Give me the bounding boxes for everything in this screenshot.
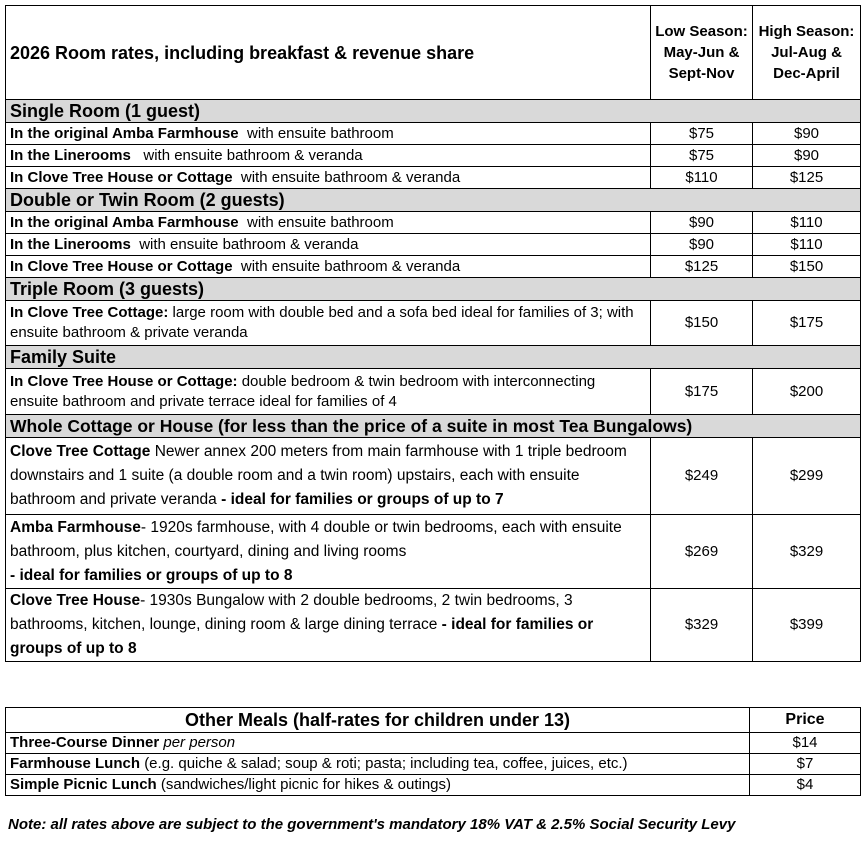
table-row (6, 775, 861, 796)
room-cell (6, 438, 651, 515)
table-row (6, 733, 861, 754)
low-season-line-2: May-Jun & (663, 44, 740, 61)
high-season-header (753, 6, 861, 100)
room-desc: - 1920s farmhouse, with 4 double or twin bedrooms, each with ensuite bathroom, plus kitchen, courtyard, dining and living rooms (10, 518, 622, 560)
meal-name: Farmhouse Lunch (10, 755, 141, 772)
low-season-header (651, 6, 753, 100)
section-whole (6, 415, 861, 438)
table-row (6, 515, 861, 589)
low-price: $90 (651, 234, 753, 256)
table-row (6, 167, 861, 189)
high-season-line-1: High Season: (758, 23, 855, 40)
room-rates-table (5, 5, 861, 662)
room-cell (6, 212, 651, 234)
section-double (6, 189, 861, 212)
table-row (6, 438, 861, 515)
room-name: In the original Amba Farmhouse (10, 125, 239, 142)
low-price: $110 (651, 167, 753, 189)
meal-name: Simple Picnic Lunch (10, 776, 157, 793)
room-name: Amba Farmhouse (10, 518, 141, 536)
section-title: Double or Twin Room (2 guests) (6, 189, 861, 212)
table-row (6, 234, 861, 256)
room-desc: double bedroom & twin bedroom with interconnecting ensuite bathroom and private terrace ideal for families of 4 (10, 372, 596, 410)
table-row (6, 212, 861, 234)
room-name: Clove Tree House (10, 592, 141, 609)
low-season-line-3: Sept-Nov (668, 65, 735, 82)
section-family (6, 346, 861, 369)
meal-price: $7 (750, 754, 861, 775)
room-cell (6, 256, 651, 278)
low-season-line-1: Low Season: (655, 23, 748, 40)
low-price: $249 (651, 438, 753, 515)
room-desc: with ensuite bathroom & veranda (143, 147, 363, 164)
meal-price: $14 (750, 733, 861, 754)
meal-cell (6, 733, 750, 754)
high-season-line-3: Dec-April (773, 65, 840, 82)
high-price: $90 (753, 123, 861, 145)
meal-name: Three-Course Dinner (10, 734, 160, 751)
tax-note: Note: all rates above are subject to the government's mandatory 18% VAT & 2.5% Social Security Levy (8, 816, 736, 833)
room-desc: with ensuite bathroom & veranda (139, 236, 359, 253)
room-cell (6, 234, 651, 256)
room-name: Clove Tree Cottage (10, 443, 151, 460)
ideal-note: - ideal for families or groups of up to 8 (10, 566, 293, 584)
room-desc: with ensuite bathroom (246, 214, 394, 231)
meal-cell (6, 754, 750, 775)
section-title: Family Suite (6, 346, 861, 369)
high-price: $299 (753, 438, 861, 515)
other-meals-table (5, 707, 861, 796)
low-price: $150 (651, 301, 753, 346)
ideal-note: - ideal for families or groups of up to 7 (221, 491, 504, 508)
room-desc: large room with double bed and a sofa bed ideal for families of 3; with ensuite bathroom & private veranda (10, 304, 634, 341)
meal-cell (6, 775, 750, 796)
section-single (6, 100, 861, 123)
room-cell (6, 369, 651, 415)
section-title: Triple Room (3 guests) (6, 278, 861, 301)
room-cell (6, 123, 651, 145)
room-cell (6, 589, 651, 662)
high-price: $125 (753, 167, 861, 189)
room-cell (6, 145, 651, 167)
table-row (6, 256, 861, 278)
room-desc: - 1930s Bungalow with 2 double bedrooms, 2 twin bedrooms, 3 bathrooms, kitchen, lounge, dining room & large dining terrace (10, 592, 573, 633)
room-name: In the original Amba Farmhouse (10, 214, 239, 231)
meals-header-row (6, 708, 861, 733)
table-row (6, 123, 861, 145)
room-name: In the Linerooms (10, 236, 131, 253)
section-title: Single Room (1 guest) (6, 100, 861, 123)
room-name: In Clove Tree House or Cottage (10, 258, 233, 275)
rates-title: 2026 Room rates, including breakfast & revenue share (6, 6, 651, 100)
low-price: $125 (651, 256, 753, 278)
room-name: In Clove Tree Cottage: (10, 304, 169, 321)
meal-desc: (e.g. quiche & salad; soup & roti; pasta; including tea, coffee, juices, etc.) (144, 755, 628, 772)
low-price: $75 (651, 145, 753, 167)
section-triple (6, 278, 861, 301)
meals-title: Other Meals (half-rates for children under 13) (6, 708, 750, 733)
meal-price: $4 (750, 775, 861, 796)
high-price: $110 (753, 234, 861, 256)
table-row (6, 301, 861, 346)
high-price: $150 (753, 256, 861, 278)
table-row (6, 369, 861, 415)
meal-desc: (sandwiches/light picnic for hikes & outings) (160, 776, 452, 793)
table-row (6, 589, 861, 662)
low-price: $75 (651, 123, 753, 145)
room-desc: with ensuite bathroom & veranda (240, 169, 461, 186)
room-name: In the Linerooms (10, 147, 131, 164)
high-price: $175 (753, 301, 861, 346)
section-title: Whole Cottage or House (for less than the price of a suite in most Tea Bungalows) (6, 415, 861, 438)
ideal-note: - ideal for families or groups of up to 8 (10, 616, 594, 657)
room-desc: with ensuite bathroom & veranda (240, 258, 461, 275)
high-season-line-2: Jul-Aug & (771, 44, 842, 61)
high-price: $329 (753, 515, 861, 589)
meal-desc: per person (163, 734, 236, 751)
room-cell (6, 515, 651, 589)
room-cell (6, 301, 651, 346)
table-row (6, 754, 861, 775)
rates-header-row (6, 6, 861, 100)
table-row (6, 145, 861, 167)
room-desc: with ensuite bathroom (246, 125, 394, 142)
low-price: $269 (651, 515, 753, 589)
room-name: In Clove Tree House or Cottage (10, 169, 233, 186)
room-name: In Clove Tree House or Cottage: (10, 372, 238, 390)
high-price: $200 (753, 369, 861, 415)
high-price: $110 (753, 212, 861, 234)
low-price: $329 (651, 589, 753, 662)
meals-price-header: Price (750, 708, 861, 733)
high-price: $399 (753, 589, 861, 662)
room-cell (6, 167, 651, 189)
room-desc: Newer annex 200 meters from main farmhouse with 1 triple bedroom downstairs and 1 suite (a double room and a twin room) upstairs, each with ensuite bathroom and private veranda (10, 443, 627, 508)
low-price: $90 (651, 212, 753, 234)
low-price: $175 (651, 369, 753, 415)
high-price: $90 (753, 145, 861, 167)
